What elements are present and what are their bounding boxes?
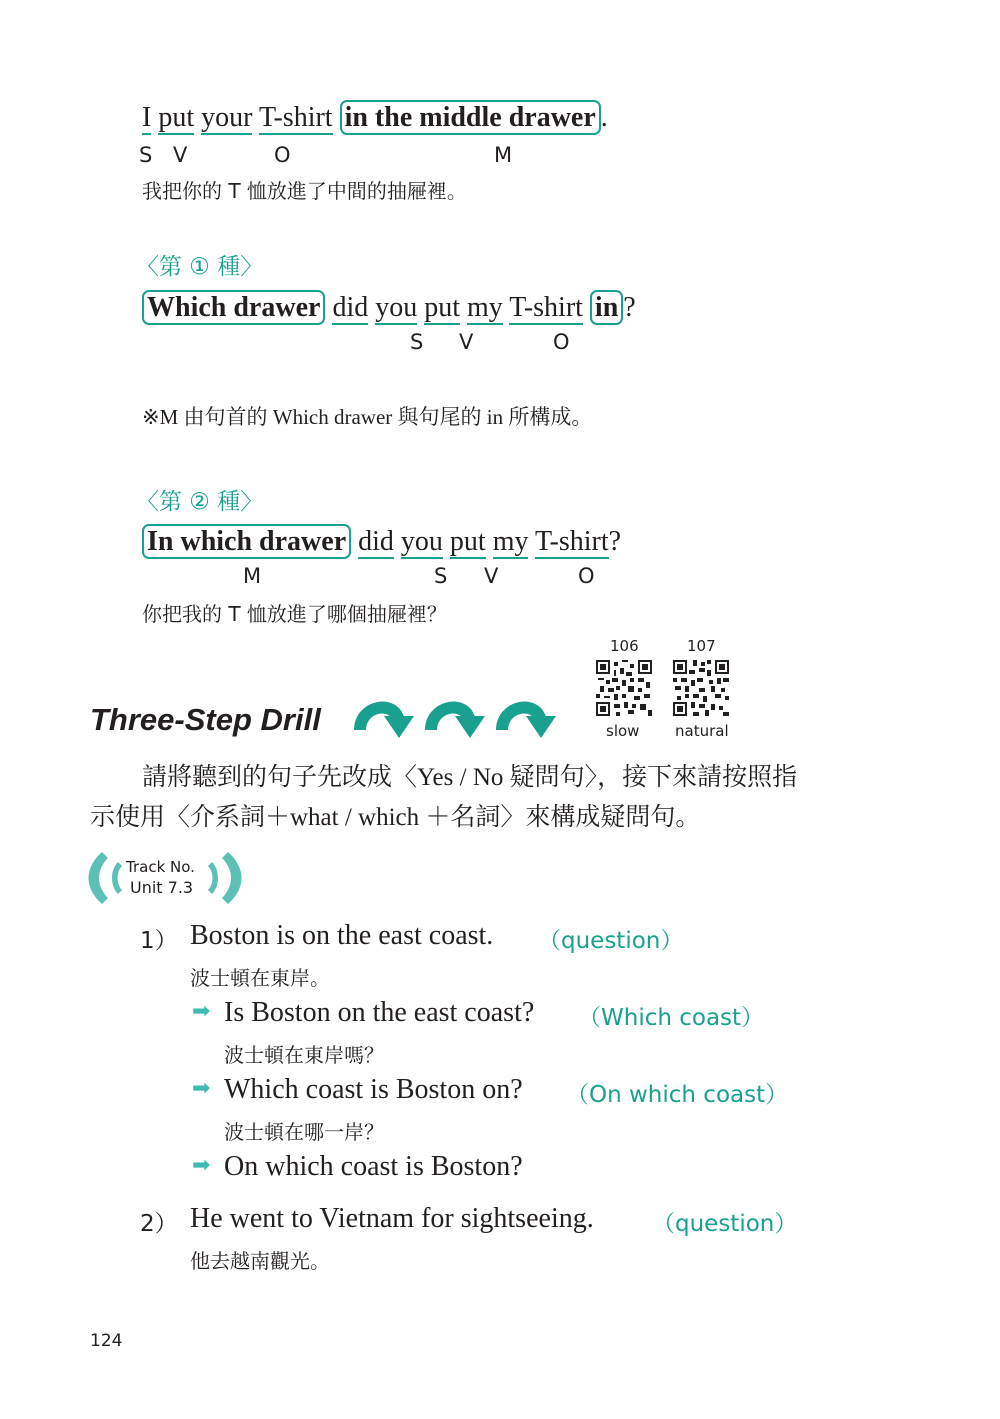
drill-item-2-translation: 他去越南觀光。 (190, 1249, 330, 1273)
label-m: M (494, 143, 513, 167)
qr-2-label: natural (675, 722, 729, 740)
drill-item-2-sentence: He went to Vietnam for sightseeing. (190, 1203, 594, 1234)
word-your: your (201, 102, 253, 133)
arrow-right-icon: ➡ (192, 1153, 211, 1178)
step-1-sentence: Is Boston on the east coast? (224, 997, 535, 1028)
word-put: put (158, 102, 195, 133)
drill-item-1-number: 1） (140, 928, 178, 954)
in-which-drawer-box: In which drawer (142, 524, 351, 559)
track-badge (88, 848, 242, 908)
qr-code-icon[interactable] (673, 660, 729, 716)
word-you: you (375, 292, 418, 323)
word-put: put (449, 526, 486, 557)
label-v: V (459, 330, 474, 354)
word-i: I (142, 102, 152, 133)
word-my: my (467, 292, 503, 323)
page-number: 124 (90, 1331, 123, 1351)
kind-1-note: ※M 由句首的 Which drawer 與句尾的 in 所構成。 (142, 405, 593, 429)
arrow-right-icon: ➡ (192, 999, 211, 1024)
in-box: in (590, 290, 623, 325)
label-o: O (553, 330, 570, 354)
track-label: Track No. (126, 858, 195, 876)
word-did: did (358, 526, 394, 557)
curved-arrow-icon (352, 692, 414, 742)
word-did: did (332, 292, 369, 323)
drill-item-2-number: 2） (140, 1211, 178, 1237)
kind-1-heading: 〈第 ① 種〉 (136, 254, 264, 280)
which-drawer-box: Which drawer (142, 290, 325, 325)
label-s: S (434, 564, 448, 588)
label-s: S (139, 143, 153, 167)
word-tshirt: T-shirt (509, 292, 583, 323)
translation-kind-2: 你把我的 T 恤放進了哪個抽屜裡？ (142, 602, 447, 626)
kind-2-heading: 〈第 ② 種〉 (136, 489, 264, 515)
label-v: V (173, 143, 188, 167)
question-mark: ? (623, 292, 636, 323)
step-2-hint: （On which coast） (566, 1082, 789, 1108)
period: . (600, 102, 608, 133)
word-you: you (400, 526, 443, 557)
drill-instructions-line-1: 請將聽到的句子先改成〈Yes / No 疑問句〉，接下來請按照指 (142, 764, 798, 791)
qr-1-number: 106 (610, 637, 639, 655)
step-1-hint: （Which coast） (578, 1005, 765, 1031)
example-sentence-kind-1 (142, 290, 636, 326)
curved-arrow-icon (494, 692, 556, 742)
label-s: S (410, 330, 424, 354)
question-mark: ? (608, 526, 622, 557)
label-o: O (578, 564, 595, 588)
label-m: M (243, 564, 262, 588)
step-3-sentence: On which coast is Boston? (224, 1151, 523, 1182)
drill-title: Three-Step Drill (90, 702, 321, 737)
curved-arrow-icon (423, 692, 485, 742)
qr-2-number: 107 (687, 637, 716, 655)
label-o: O (274, 143, 291, 167)
drill-item-2-hint: （question） (652, 1211, 798, 1237)
translation-1: 我把你的 T 恤放進了中間的抽屜裡。 (142, 179, 467, 203)
example-sentence-kind-2 (142, 524, 621, 560)
word-tshirt: T-shirt (534, 526, 609, 557)
modifier-box: in the middle drawer (340, 100, 601, 135)
drill-item-1-sentence: Boston is on the east coast. (190, 920, 494, 951)
arrow-right-icon: ➡ (192, 1076, 211, 1101)
step-2-translation: 波士頓在哪一岸？ (224, 1120, 384, 1144)
drill-item-1-hint: （question） (538, 928, 684, 954)
word-tshirt: T-shirt (258, 102, 333, 133)
label-v: V (484, 564, 499, 588)
qr-1-label: slow (606, 722, 640, 740)
word-put: put (424, 292, 460, 323)
qr-code-icon[interactable] (596, 660, 652, 716)
word-my: my (492, 526, 529, 557)
drill-item-1-translation: 波士頓在東岸。 (190, 966, 330, 990)
step-1-translation: 波士頓在東岸嗎？ (224, 1043, 384, 1067)
step-2-sentence: Which coast is Boston on? (224, 1074, 523, 1105)
drill-instructions-line-2: 示使用〈介系詞＋what / which ＋名詞〉來構成疑問句。 (90, 804, 701, 831)
example-sentence-1 (142, 100, 608, 136)
track-unit: Unit 7.3 (130, 878, 194, 897)
